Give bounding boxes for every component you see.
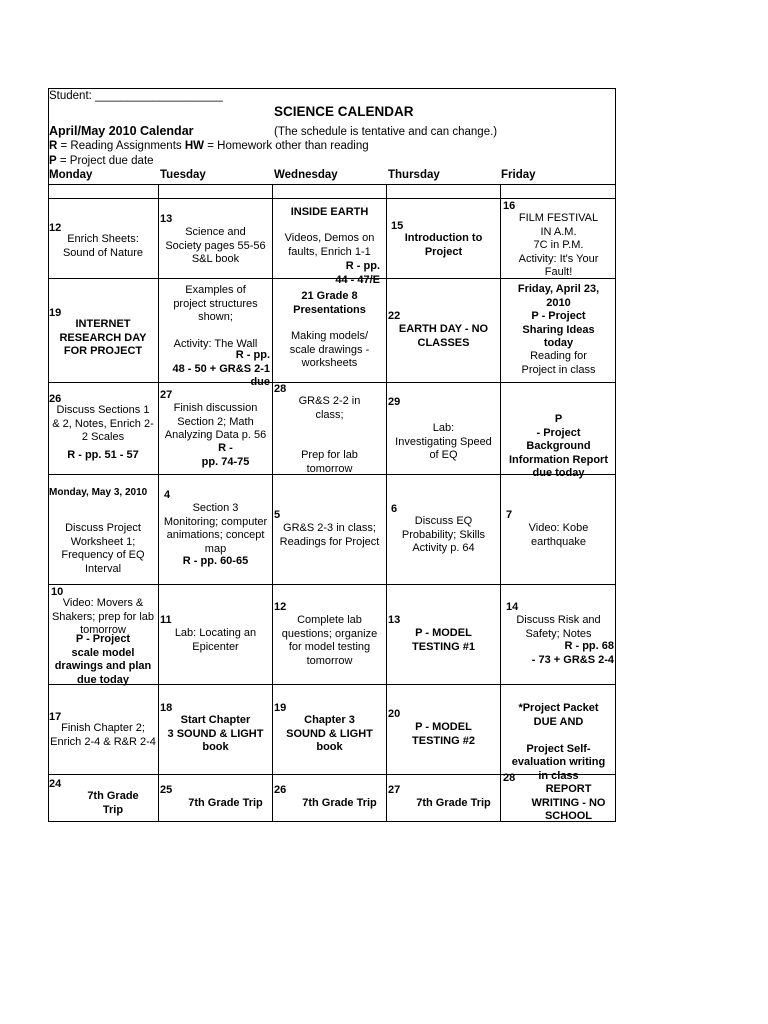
day-cell [48, 585, 158, 684]
day-cell [159, 383, 272, 474]
day-text-bold: Chapter 3 SOUND & LIGHT book [286, 714, 373, 753]
day-cell [387, 199, 500, 278]
day-text-bold: *Project Packet DUE AND Project Self- evaluation writing in class [511, 702, 606, 782]
day-cell [387, 585, 500, 684]
grid-line [48, 184, 616, 185]
day-text: Finish Chapter 2; Enrich 2-4 & R&R 2-4 [50, 722, 156, 748]
day-number: 13 [388, 614, 401, 626]
day-cell [501, 279, 616, 382]
dayname-monday: Monday [49, 169, 93, 181]
day-text: Complete lab questions; organize for model testing tomorrow [281, 614, 378, 667]
day-reading: R - pp. 48 - 50 + GR&S 2-1 due [172, 349, 270, 388]
day-number: 26 [274, 784, 287, 796]
day-cell [501, 585, 616, 684]
legend-hw-key: HW [184, 140, 205, 152]
dayname-tuesday: Tuesday [160, 169, 206, 181]
day-cell [159, 585, 272, 684]
legend-p-text: = Project due date [56, 155, 154, 167]
day-cell [501, 199, 616, 278]
legend-reading [49, 139, 369, 153]
student-line: Student: ____________________ [49, 90, 223, 102]
day-number: 15 [391, 220, 404, 232]
day-text-bold: 7th Grade Trip [302, 797, 377, 809]
day-cell [48, 475, 158, 584]
day-text-bold: INSIDE EARTH [290, 206, 369, 218]
day-number: 20 [388, 708, 401, 720]
legend-r-text: = Reading Assignments [57, 140, 185, 152]
day-text-bold: 7th Grade Trip [87, 790, 139, 816]
day-text-bold: Start Chapter 3 SOUND & LIGHT book [167, 714, 264, 753]
day-cell [387, 383, 500, 474]
day-text-bold: 21 Grade 8 Presentations [293, 290, 366, 316]
day-cell [159, 475, 272, 584]
day-text-bold: EARTH DAY - NO CLASSES [398, 323, 489, 349]
day-cell [273, 685, 386, 774]
day-text: Video: Kobe earthquake [528, 522, 589, 548]
day-text: GR&S 2-3 in class; Readings for Project [279, 522, 380, 548]
day-number: 26 [49, 393, 62, 405]
day-text-bold: 7th Grade Trip [416, 797, 491, 809]
day-number: 28 [274, 383, 287, 395]
day-number: Monday, May 3, 2010 [49, 487, 148, 498]
day-text: Discuss Sections 1 & 2, Notes, Enrich 2- 2 Scales [52, 404, 154, 443]
dayname-wednesday: Wednesday [274, 169, 338, 181]
day-text: Lab: Locating an Epicenter [174, 627, 257, 653]
day-cell [387, 279, 500, 382]
day-cell [387, 475, 500, 584]
day-number: 19 [274, 702, 287, 714]
day-text-bold: R - pp. 60-65 [182, 555, 249, 567]
day-cell [273, 585, 386, 684]
day-text: Reading for Project in class [521, 350, 596, 376]
day-number: 17 [49, 711, 62, 723]
day-number: 19 [49, 307, 62, 319]
legend-project [49, 154, 154, 168]
day-text-bold: 7th Grade Trip [188, 797, 263, 809]
day-number: 12 [49, 222, 62, 234]
day-text: Discuss EQ Probability; Skills Activity p. 64 [401, 515, 486, 554]
calendar-title: SCIENCE CALENDAR [274, 104, 414, 119]
day-cell [273, 775, 386, 821]
day-text: GR&S 2-2 in class; Prep for lab tomorrow [298, 395, 361, 475]
day-number: 10 [51, 586, 64, 598]
day-cell [159, 199, 272, 278]
day-text-bold: REPORT WRITING - NO SCHOOL [531, 783, 606, 822]
day-text: Finish discussion Section 2; Math Analyzing Data p. 56 [164, 402, 267, 441]
day-number: 5 [274, 509, 281, 521]
legend-r-key: R [49, 140, 58, 152]
day-reading: R - pp. 44 - 47/E [335, 260, 380, 286]
day-cell [273, 199, 386, 286]
day-number: 4 [164, 489, 171, 501]
day-text-bold: P - Project scale model drawings and plan due today [54, 633, 152, 686]
day-text: Science and Society pages 55-56 S&L book [165, 226, 266, 265]
day-number: 16 [503, 200, 516, 212]
day-text: Section 3 Monitoring; computer animations; concept map [163, 502, 268, 555]
day-number: 27 [388, 784, 401, 796]
day-text: Video: Movers & Shakers; prep for lab tomorrow [51, 597, 155, 636]
day-text: Making models/ scale drawings - worksheets [289, 330, 370, 369]
day-cell [48, 685, 158, 774]
day-number: 11 [160, 614, 172, 626]
day-number: 13 [160, 213, 173, 225]
day-number: 14 [506, 601, 519, 613]
day-text-bold: P - MODEL TESTING #1 [412, 627, 475, 653]
day-cell [273, 279, 386, 382]
day-cell [159, 279, 272, 388]
schedule-note: (The schedule is tentative and can change.) [274, 126, 498, 138]
day-cell [159, 685, 272, 774]
day-cell [501, 383, 616, 479]
day-text-bold: Introduction to Project [404, 232, 483, 258]
day-text-bold: R - pp. 74-75 [201, 442, 250, 468]
day-text: Examples of project structures shown; Activity: The Wall [173, 284, 258, 350]
day-number: 27 [160, 389, 173, 401]
day-cell [48, 775, 158, 821]
day-text: FILM FESTIVAL IN A.M. 7C in P.M. Activity: It's Your Fault! [518, 212, 599, 278]
day-number: 12 [274, 601, 287, 613]
day-text: Enrich Sheets: Sound of Nature [62, 233, 144, 259]
calendar-subtitle: April/May 2010 Calendar [49, 124, 194, 138]
day-text: Videos, Demos on faults, Enrich 1-1 [284, 232, 375, 258]
day-text-bold: Friday, April 23, 2010 P - Project Sharing Ideas today [517, 283, 600, 349]
day-cell [48, 199, 158, 278]
day-cell [387, 775, 500, 821]
day-text-bold: P - MODEL TESTING #2 [412, 721, 475, 747]
day-text-bold: R - pp. 68 - 73 + GR&S 2-4 [531, 640, 614, 666]
day-cell [501, 475, 616, 584]
day-number: 7 [506, 509, 513, 521]
day-number: 24 [49, 778, 62, 790]
day-cell [159, 775, 272, 821]
day-text-bold: P - Project Background Information Report due today [509, 413, 608, 479]
day-number: 22 [388, 310, 401, 322]
day-cell [48, 279, 158, 382]
day-cell [387, 685, 500, 774]
day-number: 25 [160, 784, 173, 796]
dayname-thursday: Thursday [388, 169, 440, 181]
day-text-bold: INTERNET RESEARCH DAY FOR PROJECT [59, 318, 147, 357]
day-number: 28 [503, 772, 516, 784]
legend-hw-text: = Homework other than reading [204, 140, 369, 152]
day-number: 6 [391, 503, 398, 515]
day-text: Lab: Investigating Speed of EQ [395, 422, 492, 461]
day-text: Discuss Project Worksheet 1; Frequency of EQ Interval [61, 522, 145, 575]
day-number: 18 [160, 702, 173, 714]
dayname-friday: Friday [501, 169, 536, 181]
day-cell [48, 383, 158, 474]
day-text: Discuss Risk and Safety; Notes [516, 614, 601, 640]
day-cell [501, 772, 616, 822]
day-text-bold: R - pp. 51 - 57 [67, 449, 139, 461]
day-number: 29 [388, 396, 401, 408]
legend-p-key: P [49, 155, 57, 167]
day-cell [273, 383, 386, 474]
day-cell [273, 475, 386, 584]
